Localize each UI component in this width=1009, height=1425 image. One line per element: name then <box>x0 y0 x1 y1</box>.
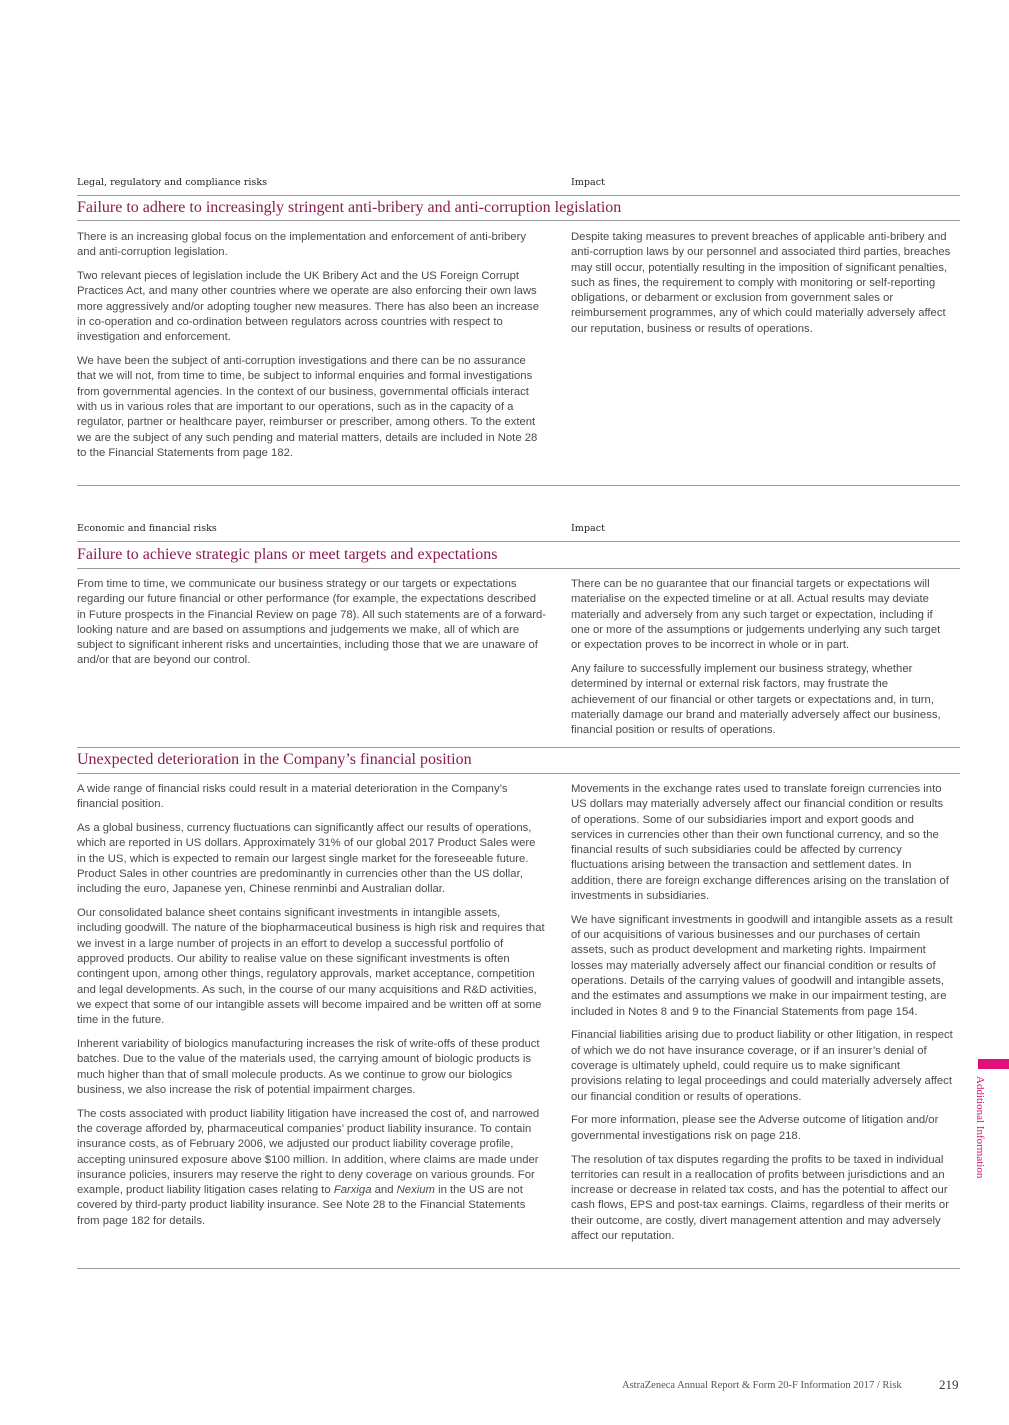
paragraph: A wide range of financial risks could result in a material deterioration in the Company’s financial position. <box>77 783 508 811</box>
paragraph <box>77 1107 547 1229</box>
risk-description <box>77 782 547 1238</box>
impact-label: Impact <box>571 523 605 534</box>
divider <box>77 1268 960 1269</box>
paragraph: Despite taking measures to prevent breaches of applicable anti-bribery and anti-corruption laws by our personnel and associated third parties, breaches may still occur, potentially resulting in the imposition of significant penalties, such as fines, the requirement to comply with monitoring or self-reporting obligations, or debarment or exclusion from government sales or reimbursement programmes, any of which could materially adversely affect our reputation, business or results of operations. <box>571 231 951 335</box>
paragraph: There is an increasing global focus on the implementation and enforcement of anti-bribery and anti-corruption legislation. <box>77 231 526 259</box>
paragraph: We have significant investments in goodwill and intangible assets as a result of our acquisitions of various businesses and our purchases of certain assets, such as product development and marketing rights. Impairment losses may materially adversely affect our financial condition or results of operations. Details of the carrying values of goodwill and intangible assets, and the estimates and assumptions we make in our impairment testing, are included in Notes 8 and 9 to the Financial Statements from page 154. <box>571 913 953 1018</box>
risk-description <box>77 577 547 677</box>
paragraph: As a global business, currency fluctuations can significantly affect our results of operations, which are reported in US dollars. Approximately 31% of our global 2017 Product Sales were in the US, which is expected to remain our largest single market for the foreseeable future. Product Sales in other countries are predominantly in currencies other than the US dollar, including the euro, Japanese yen, Chinese renminbi and Australian dollar. <box>77 822 536 896</box>
section-tab-label: Additional Information <box>974 1076 986 1179</box>
divider <box>77 568 960 569</box>
divider <box>77 195 960 196</box>
risk-category-label: Legal, regulatory and compliance risks <box>77 177 268 188</box>
section-tab-marker <box>978 1059 1009 1069</box>
risk-title: Unexpected deterioration in the Company’s financial position <box>77 751 472 768</box>
risk-title: Failure to adhere to increasingly stringent anti-bribery and anti-corruption legislation <box>77 199 622 216</box>
risk-category-label: Economic and financial risks <box>77 523 217 534</box>
divider <box>77 220 960 221</box>
text: and <box>371 1184 397 1197</box>
divider <box>77 485 960 486</box>
product-name: Farxiga <box>333 1184 372 1197</box>
risk-description <box>77 230 547 470</box>
divider <box>77 747 960 748</box>
impact-description <box>571 230 953 346</box>
product-name: Nexium <box>396 1184 435 1197</box>
impact-label: Impact <box>571 177 605 188</box>
divider <box>77 773 960 774</box>
paragraph: Our consolidated balance sheet contains significant investments in intangible assets, including goodwill. The nature of the biopharmaceutical business is high risk and requires that we invest in a large number of projects in an effort to develop a successful portfolio of approved products. Our ability to realise value on these significant investments is often contingent upon, among other things, regulatory approvals, market acceptance, competition and legal developments. As such, in the course of our many acquisitions and R&D activities, we expect that some of our intangible assets will become impaired and be written off at some time in the future. <box>77 907 545 1027</box>
paragraph: Two relevant pieces of legislation include the UK Bribery Act and the US Foreign Corrupt Practices Act, and many other countries where we operate are also enforcing their own laws more aggressively and/or adopting tougher new measures. There has also been an increase in co-operation and co-ordination between regulators across countries with respect to investigation and enforcement. <box>77 270 539 344</box>
impact-description <box>571 577 953 747</box>
risk-title: Failure to achieve strategic plans or meet targets and expectations <box>77 546 498 563</box>
paragraph: For more information, please see the Adverse outcome of litigation and/or governmental investigations risk on page 218. <box>571 1114 939 1142</box>
paragraph: Financial liabilities arising due to product liability or other litigation, in respect of which we do not have insurance coverage, or if an insurer’s denial of coverage is ultimately upheld, could require us to make significant provisions relating to legal proceedings and could materially adversely affect our financial condition or results of operations. <box>571 1029 953 1103</box>
impact-description <box>571 782 953 1253</box>
paragraph: Movements in the exchange rates used to translate foreign currencies into US dollars may materially adversely affect our financial condition or results of operations. Some of our subsidiaries import and export goods and services in currencies other than their own functional currency, and so the financial results of such subsidiaries could be affected by currency fluctuations arising between the transaction and settlement dates. In addition, there are foreign exchange differences arising on the translation of investments in subsidiaries. <box>571 783 949 903</box>
paragraph: Any failure to successfully implement our business strategy, whether determined by internal or external risk factors, may frustrate the achievement of our financial or other targets or expectations and, in turn, materially damage our brand and materially adversely affect our business, financial position or results of operations. <box>571 662 941 737</box>
text: in the US are not covered by third-party product liability insurance. See Note 28 to the Financial Statements from page 182 for details. <box>77 1184 526 1227</box>
paragraph: The resolution of tax disputes regarding the profits to be taxed in individual territories can result in a reallocation of profits between jurisdictions and an increase or decrease in related tax costs, and has the potential to affect our cash flows, EPS and post-tax earnings. Claims, regardless of their merits or their outcome, are costly, divert management attention and may adversely affect our reputation. <box>571 1153 949 1243</box>
text: The costs associated with product liability litigation have increased the cost of, and narrowed the coverage afforded by, pharmaceutical companies’ product liability insurance. To contain insurance costs, as of February 2006, we adjusted our product liability coverage profile, accepting uninsured exposure above $100 million. In addition, where claims are made under insurance policies, insurers may reserve the right to deny coverage on various grounds. For example, product liability litigation cases relating to <box>77 1107 540 1197</box>
paragraph: We have been the subject of anti-corruption investigations and there can be no assurance that we will not, from time to time, be subject to informal enquiries and formal investigations from governmental agencies. In the context of our business, governmental officials interact with us in various roles that are important to our operations, such as in the capacity of a regulator, partner or healthcare payer, reimburser or prescriber, among others. To the extent we are the subject of any such pending and material matters, details are included in Note 28 to the Financial Statements from page 182. <box>77 355 538 459</box>
page-number: 219 <box>939 1377 959 1392</box>
paragraph: There can be no guarantee that our financial targets or expectations will materialise on the expected timeline or at all. Actual results may deviate materially and adversely from any such target or expectation, including if one or more of the assumptions or judgements underlying any such target or expectation proves to be incorrect in whole or in part. <box>571 578 941 652</box>
paragraph: Inherent variability of biologics manufacturing increases the risk of write-offs of these product batches. Due to the value of the materials used, the carrying amount of biologic products is much higher than that of small molecule products. As we continue to grow our biologics business, we also increase the risk of potential impairment charges. <box>77 1037 540 1096</box>
footer-text: AstraZeneca Annual Report & Form 20-F Information 2017 / Risk <box>622 1380 902 1391</box>
paragraph: From time to time, we communicate our business strategy or our targets or expectations regarding our future financial or other performance (for example, the expectations described in Future prospects in the Financial Review on page 78). All such statements are of a forward-looking nature and are based on assumptions and judgements we make, all of which are subject to significant inherent risks and uncertainties, including those that we are unaware of and/or that are beyond our control. <box>77 578 547 667</box>
divider <box>77 541 960 542</box>
